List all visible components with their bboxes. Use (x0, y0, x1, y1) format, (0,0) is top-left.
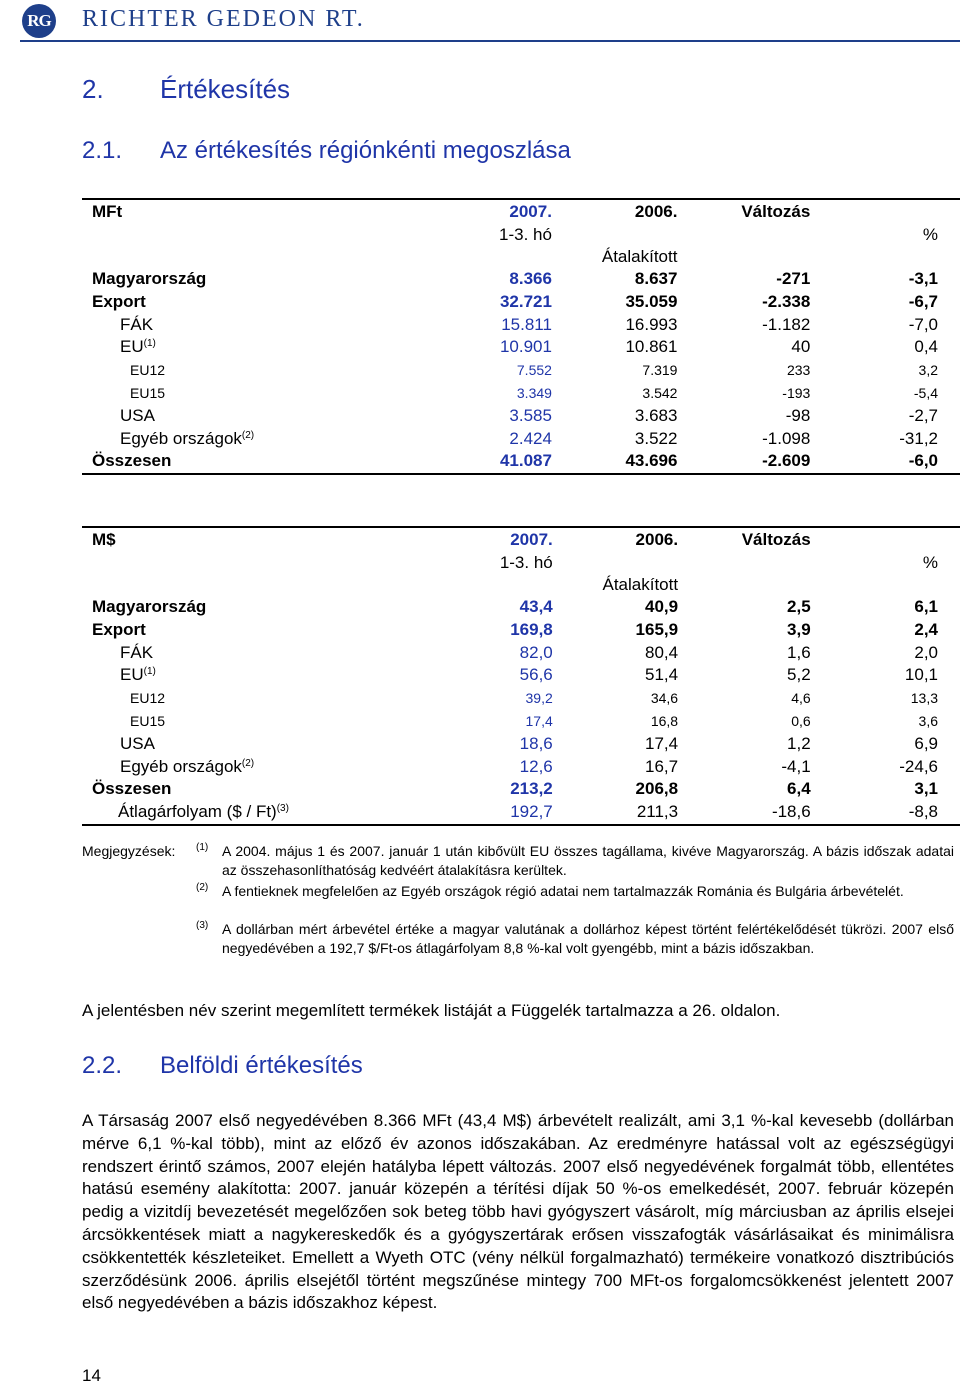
subsection-heading-domestic (82, 1052, 363, 1080)
value-pct (810, 450, 960, 474)
value-2007-text: 17,4 (525, 712, 553, 729)
value-2007 (460, 382, 552, 405)
value-2007-text: 169,8 (510, 619, 553, 639)
value-2006 (552, 291, 678, 314)
value-2007 (461, 687, 553, 710)
value-pct (810, 314, 960, 337)
value-pct (811, 778, 960, 801)
page-number: 14 (82, 1366, 101, 1385)
value-2007-text: 39,2 (525, 690, 553, 707)
value-pct-text: -8,8 (908, 802, 938, 822)
value-change (678, 664, 811, 687)
table-row (82, 450, 960, 474)
col-2007: 2007. (461, 527, 553, 552)
value-change (677, 450, 810, 474)
row-label (82, 428, 460, 451)
value-2007-text: 7.552 (516, 362, 552, 379)
value-change (678, 801, 811, 825)
row-label (82, 336, 460, 359)
row-label-text: Export (92, 619, 146, 639)
value-change-text: 3,9 (787, 619, 811, 639)
value-change-text: 5,2 (787, 665, 811, 685)
unit-label: MFt (82, 199, 460, 224)
value-pct (811, 619, 960, 642)
row-label-text: Magyarország (92, 597, 207, 616)
notes-label: Megjegyzések: (82, 843, 176, 859)
value-pct-text: 6,1 (914, 597, 938, 616)
table-row (82, 382, 960, 405)
row-label-text: FÁK (120, 642, 154, 662)
value-change-text: 40 (791, 337, 811, 357)
value-change (677, 291, 810, 314)
row-label-text: Átlagárfolyam ($ / Ft) (118, 802, 277, 822)
value-2006-text: 16,8 (650, 712, 679, 729)
footnote-text: A 2004. május 1 és 2007. január 1 után kibővült EU összes tagállama, kivéve Magyarország. A bázis időszak adatai az összehasonlíthatóság kedvéért átalakításra kerültek. (222, 843, 954, 878)
value-2006-text: 206,8 (635, 779, 679, 799)
value-pct (811, 664, 960, 687)
footnote-ref: (2) (241, 429, 255, 441)
value-pct-text: -5,4 (913, 384, 938, 401)
footnote-2 (196, 882, 954, 901)
table-row (82, 314, 960, 337)
value-pct (811, 733, 960, 756)
value-pct (810, 291, 960, 314)
footnote-text: A fentieknek megfelelően az Egyéb országok régió adatai nem tartalmazzák Románia és Bulgária árbevételét. (222, 883, 904, 899)
restated-label: Átalakított (602, 575, 679, 594)
value-2006-text: 43.696 (625, 451, 678, 471)
value-pct-text: -2,7 (908, 405, 938, 425)
subsection-title: Az értékesítés régiónkénti megoszlása (160, 137, 571, 164)
value-pct-text: -24,6 (899, 756, 938, 776)
value-change-text: 4,6 (791, 690, 811, 707)
value-pct (810, 359, 960, 382)
table-row (82, 664, 960, 687)
row-label (82, 778, 461, 801)
company-name: RICHTER GEDEON RT. (82, 6, 365, 32)
value-2007 (460, 314, 552, 337)
sales-table-mft (82, 198, 960, 475)
footnote-ref: (3) (276, 803, 289, 815)
section-heading (82, 74, 290, 105)
domestic-sales-paragraph: A Társaság 2007 első negyedévében 8.366 MFt (43,4 M$) árbevételt realizált, ami 3,1 %-kal kevesebb (dollárban mérve 6,1 %-kal több), mint az előző év azonos időszakában. Az eredményre hatással volt az egészségügyi rendszert érintő számos, 2007 elején hatályba lépett változás. 2007 első negyedévének forgalmát több, ellentétes hatású esemény alakította: 2007. január közepén a térítési díjak 50 %-os emelkedését, 2007. február közepén pedig a vizitdíj bevezetését megelőzően sok beteg több havi gyógyszert vásárolt, míg márciusban az április elsejei árcsökkentések miatt a nagykereskedők és a gyógyszertárak erősen visszafogták vásárlásaikat és minimálisra csökkentették készleteiket. Emellett a Wyeth OTC (vény nélkül forgalmazható) termékeire vonatkozó disztribúciós szerződésünk 2006. április elsejétől történt megszűnése mintegy 700 MFt-os forgalomcsökkenést jelentett 2007 első negyedévében a bázis időszakhoz képest. (82, 1111, 954, 1313)
value-pct-text: 2,4 (914, 619, 938, 639)
value-2006 (552, 428, 678, 451)
value-pct-text: 3,2 (918, 362, 938, 379)
header-divider (20, 40, 960, 42)
value-2006-text: 51,4 (645, 665, 679, 685)
value-change (677, 336, 810, 359)
value-2006 (552, 382, 678, 405)
footnote-mark: (3) (196, 920, 209, 931)
footnote-text: A dollárban mért árbevétel értéke a magyar valutának a dollárhoz képest történt felértékelődését tükrözi. 2007 első negyedévében a 192,7 $/Ft-os átlagárfolyam 8,8 %-kal volt gyengébb, mint a bázis időszakban. (222, 921, 954, 956)
row-label-text: Magyarország (92, 269, 207, 288)
table-row (82, 268, 960, 291)
subsection-title: Belföldi értékesítés (160, 1052, 363, 1079)
value-pct (810, 336, 960, 359)
table-row (82, 801, 960, 825)
value-2006 (553, 710, 678, 733)
value-2007 (460, 428, 552, 451)
table-header-row (82, 199, 960, 224)
value-pct (811, 642, 960, 665)
row-label (82, 619, 461, 642)
row-label (82, 687, 461, 710)
value-pct (810, 405, 960, 428)
row-label (82, 382, 460, 405)
row-label-text: EU15 (130, 384, 166, 401)
value-2007 (460, 291, 552, 314)
table-row (82, 428, 960, 451)
value-pct-text: 10,1 (904, 665, 938, 685)
value-pct (811, 801, 960, 825)
value-pct-text: 3,1 (914, 779, 938, 799)
period-label: 1-3. hó (499, 225, 552, 244)
value-change (678, 756, 811, 779)
value-2006 (553, 778, 678, 801)
value-2007 (461, 778, 553, 801)
row-label-text: Összesen (92, 779, 172, 799)
appendix-note: A jelentésben név szerint megemlített termékek listáját a Függelék tartalmazza a 26. oldalon. (82, 1001, 781, 1020)
value-2006 (553, 687, 678, 710)
value-change (677, 268, 810, 291)
value-2007-text: 2.424 (509, 428, 552, 448)
value-2007 (461, 619, 553, 642)
value-pct-text: -6,0 (908, 451, 938, 471)
value-2007-text: 82,0 (519, 642, 553, 662)
value-2007-text: 43,4 (519, 597, 553, 616)
row-label-text: USA (120, 733, 155, 753)
value-pct (810, 268, 960, 291)
footnote-ref: (1) (143, 666, 156, 678)
value-2006-text: 17,4 (645, 733, 679, 753)
subsection-number: 2.1. (82, 137, 123, 164)
value-2006 (553, 619, 678, 642)
value-2007-text: 32.721 (499, 291, 552, 311)
value-2006 (553, 596, 678, 619)
value-change (678, 733, 811, 756)
row-label-text: EU (120, 665, 144, 685)
value-2007-text: 41.087 (499, 451, 552, 471)
value-pct-text: 13,3 (910, 690, 938, 707)
value-pct (810, 382, 960, 405)
footnote-mark: (2) (196, 882, 209, 893)
value-change-text: -193 (782, 384, 811, 401)
page-header (0, 0, 960, 44)
footnote-ref: (2) (241, 757, 255, 769)
value-2006-text: 10.861 (625, 337, 678, 357)
sales-table-musd (82, 526, 960, 826)
value-change-text: 6,4 (787, 779, 811, 799)
value-2006 (553, 642, 678, 665)
row-label (82, 801, 461, 825)
value-2006-text: 3.522 (634, 428, 678, 448)
row-label (82, 664, 461, 687)
row-label (82, 710, 461, 733)
value-2006 (552, 314, 678, 337)
value-change (678, 596, 811, 619)
section-title: Értékesítés (160, 74, 291, 104)
value-2006 (553, 664, 678, 687)
value-2006-text: 16.993 (625, 314, 678, 334)
value-pct-text: -31,2 (899, 428, 938, 448)
row-label (82, 733, 461, 756)
value-2007 (461, 642, 553, 665)
table-row (82, 756, 960, 779)
value-pct (811, 710, 960, 733)
value-pct-text: 6,9 (914, 733, 938, 753)
value-pct-text: -3,1 (908, 269, 938, 288)
value-pct-text: 2,0 (914, 642, 938, 662)
value-change-text: -1.182 (762, 314, 811, 334)
value-change-text: 0,6 (791, 712, 811, 729)
row-label (82, 291, 460, 314)
value-pct-text: -6,7 (908, 291, 938, 311)
table-subheader-row (82, 552, 960, 574)
value-2006 (552, 268, 678, 291)
value-2006-text: 3.683 (634, 405, 678, 425)
period-label: 1-3. hó (499, 553, 553, 572)
row-label (82, 450, 460, 474)
row-label-text: Egyéb országok (120, 756, 242, 776)
value-2007-text: 12,6 (519, 756, 553, 776)
value-change-text: 1,6 (787, 642, 811, 662)
value-pct (811, 687, 960, 710)
value-pct-text: 3,6 (918, 712, 938, 729)
table-row (82, 619, 960, 642)
value-2006-text: 7.319 (642, 362, 678, 379)
row-label-text: EU15 (130, 712, 166, 729)
footnote-mark: (1) (196, 842, 209, 853)
value-2007 (460, 359, 552, 382)
value-2006 (552, 405, 678, 428)
table-row (82, 642, 960, 665)
value-change (677, 428, 810, 451)
value-2006-text: 80,4 (645, 642, 679, 662)
value-2007-text: 15.811 (501, 314, 552, 334)
value-2007-text: 213,2 (510, 779, 553, 799)
value-2007 (461, 710, 553, 733)
value-change-text: -18,6 (771, 802, 811, 822)
value-change-text: -4,1 (781, 756, 811, 776)
table-row (82, 687, 960, 710)
value-2007 (461, 756, 553, 779)
row-label-text: EU12 (130, 362, 166, 379)
table-row (82, 291, 960, 314)
row-label-text: Egyéb országok (120, 428, 242, 448)
value-2006-text: 35.059 (625, 291, 678, 311)
value-2006 (552, 359, 678, 382)
value-2006 (553, 756, 678, 779)
subsection-heading-regional (82, 137, 571, 165)
pct-label: % (922, 225, 938, 244)
footnote-3 (196, 920, 954, 958)
value-2007-text: 8.366 (509, 269, 552, 288)
company-logo: RG (22, 4, 56, 38)
section-number: 2. (82, 74, 104, 104)
value-pct (811, 756, 960, 779)
value-2006-text: 40,9 (645, 597, 679, 616)
value-2006-text: 3.542 (642, 384, 678, 401)
row-label-text: Export (92, 291, 146, 311)
value-2006 (552, 336, 678, 359)
row-label (82, 596, 461, 619)
value-change (678, 619, 811, 642)
table-row (82, 336, 960, 359)
pct-label: % (922, 553, 938, 572)
col-2006: 2006. (553, 527, 678, 552)
value-2007 (461, 801, 553, 825)
footnote-1 (196, 842, 954, 880)
row-label-text: EU (120, 337, 144, 357)
table-row (82, 733, 960, 756)
row-label (82, 642, 461, 665)
col-change: Változás (677, 199, 810, 224)
value-2007 (460, 336, 552, 359)
row-label (82, 405, 460, 428)
table-row (82, 710, 960, 733)
value-2006 (552, 450, 678, 474)
row-label (82, 756, 461, 779)
value-2007-text: 10.901 (499, 337, 552, 357)
value-change-text: -271 (776, 269, 811, 288)
value-pct-text: 0,4 (914, 337, 938, 357)
table-subheader-row (82, 574, 960, 596)
restated-label: Átalakított (601, 247, 678, 266)
value-change-text: -1.098 (762, 428, 811, 448)
value-2007 (460, 450, 552, 474)
value-change-text: 1,2 (787, 733, 811, 753)
row-label-text: EU12 (130, 690, 166, 707)
value-2006 (553, 733, 678, 756)
row-label-text: FÁK (120, 314, 154, 334)
row-label (82, 359, 460, 382)
table-row (82, 405, 960, 428)
value-2006 (553, 801, 678, 825)
value-change-text: -2.338 (762, 291, 811, 311)
value-2007-text: 3.349 (516, 384, 552, 401)
value-change (677, 359, 810, 382)
value-pct (810, 428, 960, 451)
value-2007-text: 3.585 (509, 405, 552, 425)
value-change (678, 642, 811, 665)
table-subheader-row (82, 246, 960, 268)
value-2007 (460, 405, 552, 428)
value-2007-text: 192,7 (510, 802, 553, 822)
footnote-ref: (1) (143, 338, 156, 350)
value-2007 (460, 268, 552, 291)
value-change (677, 405, 810, 428)
row-label (82, 314, 460, 337)
value-2006-text: 165,9 (635, 619, 679, 639)
row-label-text: Összesen (92, 451, 172, 471)
value-2007-text: 18,6 (519, 733, 553, 753)
unit-label: M$ (82, 527, 461, 552)
table-subheader-row (82, 224, 960, 246)
col-change: Változás (678, 527, 811, 552)
table-header-row (82, 527, 960, 552)
table-row (82, 778, 960, 801)
col-2007: 2007. (460, 199, 552, 224)
value-2006-text: 34,6 (650, 690, 679, 707)
value-change (677, 382, 810, 405)
value-2007 (461, 733, 553, 756)
value-pct-text: -7,0 (908, 314, 938, 334)
table-row (82, 596, 960, 619)
value-2006-text: 211,3 (636, 802, 679, 822)
value-change (678, 778, 811, 801)
row-label (82, 268, 460, 291)
value-2007-text: 56,6 (519, 665, 553, 685)
value-change-text: 2,5 (787, 597, 811, 616)
value-pct (811, 596, 960, 619)
value-change-text: -98 (785, 405, 811, 425)
table-row (82, 359, 960, 382)
col-2006: 2006. (552, 199, 678, 224)
value-change-text: 233 (786, 362, 811, 379)
value-2006-text: 16,7 (645, 756, 679, 776)
value-change (677, 314, 810, 337)
value-change-text: -2.609 (762, 451, 811, 471)
row-label-text: USA (120, 405, 155, 425)
value-2007 (461, 596, 553, 619)
value-change (678, 710, 811, 733)
value-2007 (461, 664, 553, 687)
value-2006-text: 8.637 (634, 269, 678, 288)
subsection-number: 2.2. (82, 1052, 123, 1079)
value-change (678, 687, 811, 710)
